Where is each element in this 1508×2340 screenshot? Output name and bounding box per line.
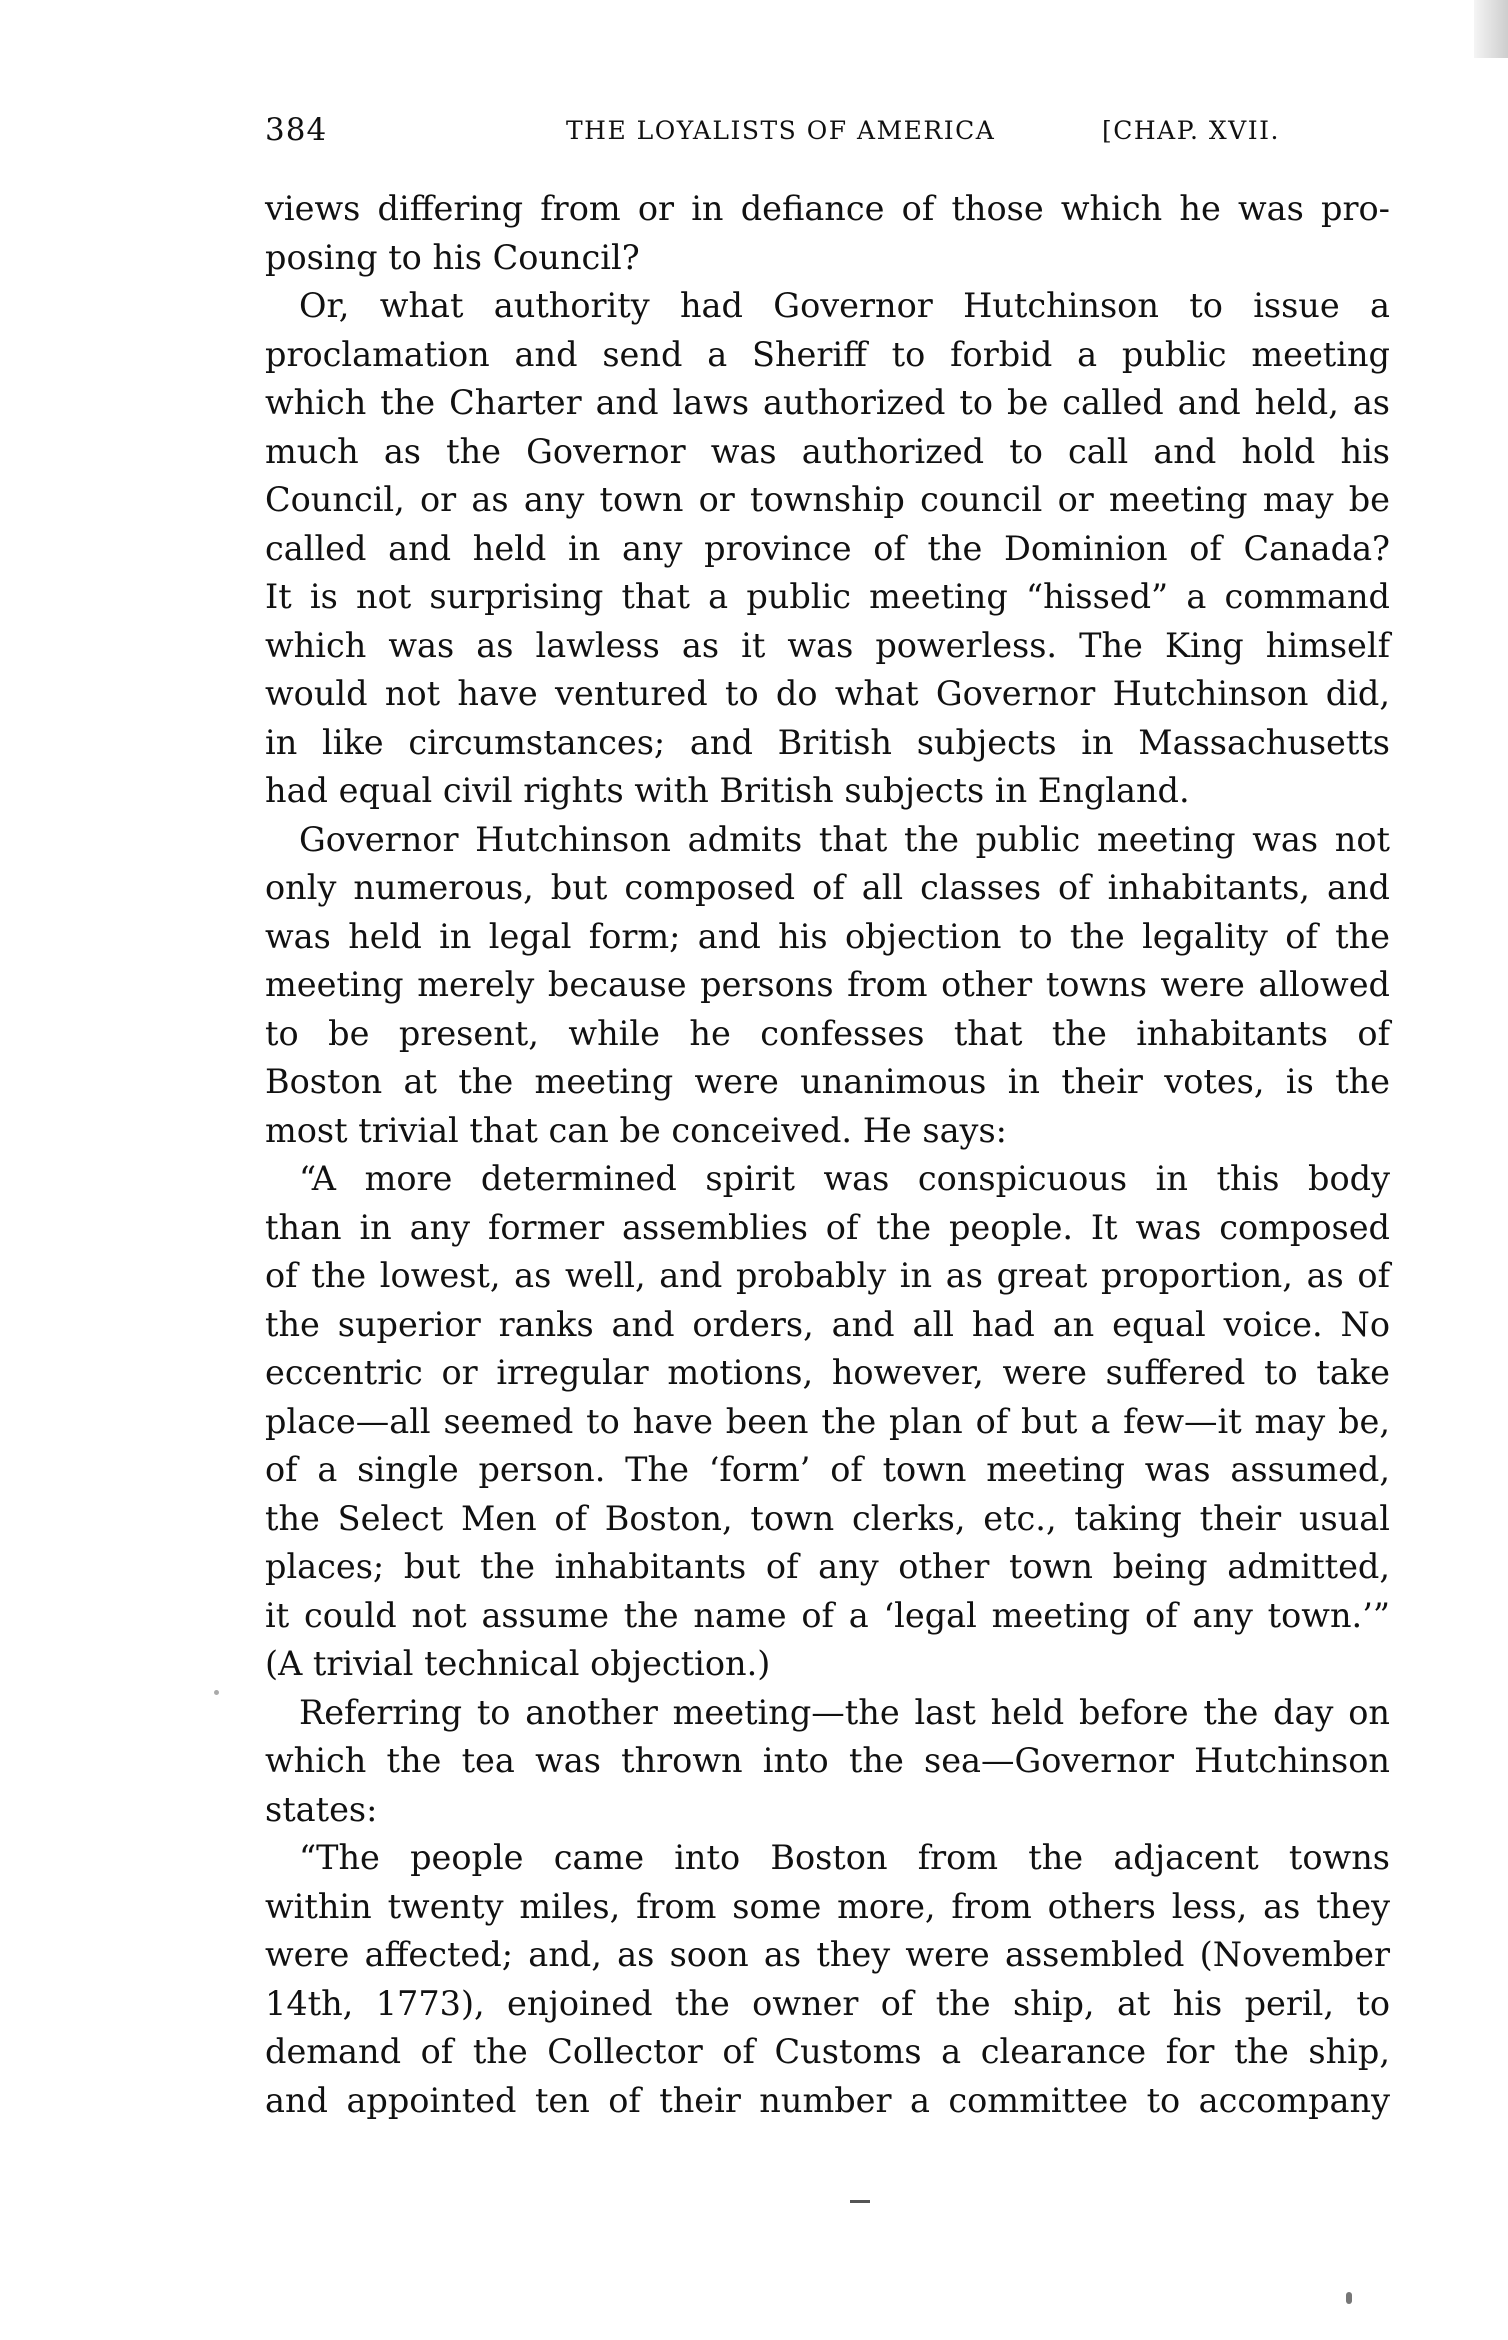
- text-line: It is not surprising that a public meeting “hissed” a command: [265, 577, 1390, 616]
- text-line: meeting merely because persons from other towns were allowed: [265, 965, 1390, 1004]
- text-line: and appointed ten of their number a committee to accompany: [265, 2080, 1390, 2120]
- text-line: to be present, while he confesses that the inhabitants of: [265, 1013, 1390, 1053]
- margin-mark: [214, 1690, 219, 1695]
- page-header: [0, 0, 1508, 170]
- text-line: most trivial that can be conceived. He says:: [265, 1110, 1007, 1150]
- text-line: was held in legal form; and his objection to the legality of the: [265, 916, 1390, 956]
- text-line: in like circumstances; and British subjects in Massachusetts: [265, 722, 1390, 762]
- text-line: much as the Governor was authorized to call and hold his: [265, 431, 1390, 471]
- text-line: posing to his Council?: [265, 237, 640, 277]
- text-line: which was as lawless as it was powerless. The King himself: [265, 625, 1390, 665]
- text-line: places; but the inhabitants of any other town being admitted,: [265, 1547, 1390, 1586]
- text-line: which the Charter and laws authorized to be called and held, as: [265, 383, 1390, 422]
- text-line: 14th, 1773), enjoined the owner of the ship, at his peril, to: [265, 1983, 1390, 2023]
- text-line: eccentric or irregular motions, however, were suffered to take: [265, 1353, 1390, 1392]
- text-line: “A more determined spirit was conspicuous in this body: [299, 1159, 1390, 1198]
- text-line: the superior ranks and orders, and all had an equal voice. No: [265, 1304, 1390, 1344]
- text-line: Council, or as any town or township council or meeting may be: [265, 480, 1390, 519]
- text-line: place—all seemed to have been the plan of but a few—it may be,: [265, 1401, 1390, 1441]
- text-line: only numerous, but composed of all classes of inhabitants, and: [265, 868, 1390, 907]
- text-line: views differing from or in defiance of those which he was pro-: [265, 189, 1390, 228]
- text-line: would not have ventured to do what Governor Hutchinson did,: [265, 674, 1390, 713]
- text-line: states:: [265, 1789, 378, 1829]
- page-number: 384: [265, 112, 328, 148]
- scan-dot-mark: [1346, 2292, 1352, 2304]
- scan-dash-mark: [850, 2200, 870, 2203]
- text-line: “The people came into Boston from the adjacent towns: [299, 1838, 1390, 1877]
- text-line: demand of the Collector of Customs a clearance for the ship,: [265, 2032, 1390, 2071]
- text-line: it could not assume the name of a ‘legal meeting of any town.’”: [265, 1595, 1390, 1635]
- text-line: of a single person. The ‘form’ of town meeting was assumed,: [265, 1450, 1390, 1489]
- text-line: which the tea was thrown into the sea—Governor Hutchinson: [265, 1741, 1390, 1780]
- text-line: had equal civil rights with British subjects in England.: [265, 771, 1190, 810]
- text-line: called and held in any province of the Dominion of Canada?: [265, 528, 1390, 568]
- text-line: within twenty miles, from some more, from others less, as they: [265, 1886, 1390, 1926]
- text-line: Or, what authority had Governor Hutchinson to issue a: [299, 286, 1390, 325]
- text-line: Boston at the meeting were unanimous in their votes, is the: [265, 1062, 1390, 1101]
- text-line: proclamation and send a Sheriff to forbid a public meeting: [265, 334, 1390, 374]
- body-text: [265, 185, 1390, 2125]
- text-line: Governor Hutchinson admits that the public meeting was not: [299, 819, 1390, 859]
- text-line: the Select Men of Boston, town clerks, etc., taking their usual: [265, 1498, 1390, 1538]
- text-line: (A trivial technical objection.): [265, 1644, 771, 1683]
- text-line: of the lowest, as well, and probably in as great proportion, as of: [265, 1256, 1390, 1295]
- text-line: than in any former assemblies of the people. It was composed: [265, 1207, 1390, 1247]
- chapter-label: [CHAP. XVII.: [1102, 116, 1280, 145]
- running-title: THE LOYALISTS OF AMERICA: [566, 116, 996, 145]
- text-line: were affected; and, as soon as they were assembled (November: [265, 1935, 1390, 1974]
- text-line: Referring to another meeting—the last held before the day on: [299, 1692, 1390, 1732]
